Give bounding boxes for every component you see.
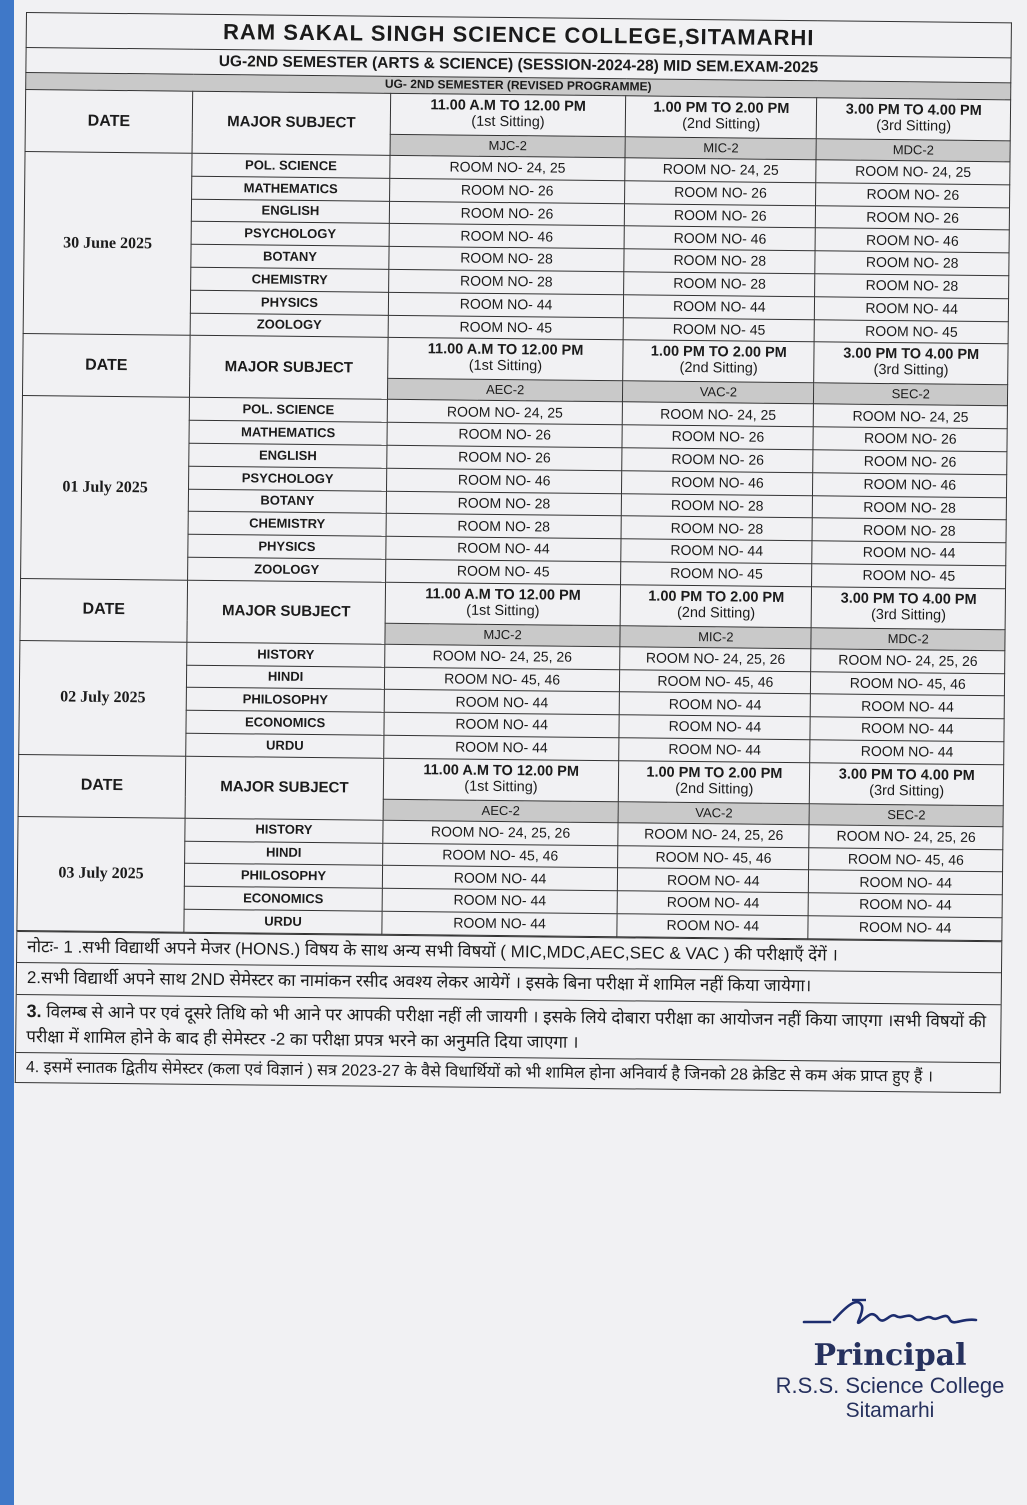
subject-name: PSYCHOLOGY [191, 222, 389, 247]
room-cell: ROOM NO- 46 [386, 468, 621, 493]
subject-name: PHILOSOPHY [184, 864, 382, 889]
room-cell: ROOM NO- 45, 46 [618, 845, 809, 870]
room-cell: ROOM NO- 44 [382, 866, 617, 891]
major-subject-header: MAJOR SUBJECT [190, 336, 389, 400]
subject-name: HISTORY [187, 642, 385, 667]
subject-name: ECONOMICS [184, 886, 382, 911]
room-cell: ROOM NO- 44 [812, 541, 1006, 566]
room-cell: ROOM NO- 26 [390, 178, 625, 203]
room-cell: ROOM NO- 45, 46 [620, 669, 811, 694]
room-cell: ROOM NO- 28 [621, 516, 812, 541]
room-cell: ROOM NO- 28 [815, 274, 1009, 299]
sitting-3-time: 3.00 PM TO 4.00 PM [843, 346, 980, 364]
exam-date: 02 July 2025 [19, 640, 187, 756]
revised-programme-banner: UG- 2ND SEMESTER (REVISED PROGRAMME) [26, 73, 1011, 100]
subject-name: POL. SCIENCE [189, 398, 387, 423]
paper-code: MDC-2 [816, 139, 1010, 162]
room-cell: ROOM NO- 26 [387, 422, 622, 447]
paper-code: VAC-2 [618, 801, 809, 824]
exam-schedule-table [16, 12, 1012, 941]
room-cell: ROOM NO- 44 [382, 888, 617, 913]
room-cell: ROOM NO- 44 [617, 914, 808, 939]
paper-code: MIC-2 [620, 626, 811, 649]
principal-title: Principal [813, 1338, 967, 1373]
room-cell: ROOM NO- 28 [386, 514, 621, 539]
room-cell: ROOM NO- 45 [812, 564, 1006, 589]
exam-notice [15, 12, 1012, 1094]
sitting-3-time: 3.00 PM TO 4.00 PM [840, 590, 977, 608]
room-cell: ROOM NO- 45 [623, 317, 814, 342]
room-cell: ROOM NO- 44 [621, 539, 812, 564]
paper-code: MJC-2 [385, 623, 620, 646]
sitting-1-label: (1st Sitting) [471, 113, 545, 131]
subject-name: ZOOLOGY [188, 557, 386, 582]
room-cell: ROOM NO- 24, 25, 26 [383, 820, 618, 845]
subject-name: POL. SCIENCE [192, 153, 390, 178]
sitting-2-header [620, 585, 812, 628]
sitting-1-header [385, 582, 621, 625]
room-cell: ROOM NO- 26 [813, 427, 1007, 452]
room-cell: ROOM NO- 28 [624, 272, 815, 297]
subject-name: CHEMISTRY [191, 267, 389, 292]
sitting-2-header [625, 96, 817, 139]
sitting-1-time: 11.00 A.M TO 12.00 PM [425, 586, 581, 604]
subject-name: MATHEMATICS [192, 176, 390, 201]
room-cell: ROOM NO- 24, 25 [816, 160, 1010, 185]
room-cell: ROOM NO- 28 [389, 269, 624, 294]
room-cell: ROOM NO- 46 [389, 224, 624, 249]
room-cell: ROOM NO- 26 [622, 425, 813, 450]
sitting-3-label: (3rd Sitting) [873, 362, 949, 380]
room-cell: ROOM NO- 24, 25 [390, 155, 625, 180]
room-cell: ROOM NO- 44 [384, 712, 619, 737]
subject-name: ECONOMICS [186, 710, 384, 735]
sitting-1-label: (1st Sitting) [466, 602, 540, 620]
room-cell: ROOM NO- 26 [816, 205, 1010, 230]
sitting-3-header [810, 762, 1004, 805]
room-cell: ROOM NO- 26 [625, 181, 816, 206]
subject-name: ENGLISH [189, 443, 387, 468]
major-subject-header: MAJOR SUBJECT [185, 756, 384, 820]
room-cell: ROOM NO- 28 [812, 518, 1006, 543]
subject-name: MATHEMATICS [189, 420, 387, 445]
sitting-2-label: (2nd Sitting) [676, 604, 756, 622]
exam-date: 03 July 2025 [17, 816, 185, 932]
sitting-2-time: 1.00 PM TO 2.00 PM [653, 99, 790, 118]
room-cell: ROOM NO- 24, 25 [814, 404, 1008, 429]
sitting-1-label: (1st Sitting) [464, 778, 538, 796]
sitting-2-header [618, 760, 810, 803]
room-cell: ROOM NO- 26 [625, 203, 816, 228]
date-header: DATE [18, 754, 186, 818]
subject-name: PHYSICS [190, 290, 388, 315]
room-cell: ROOM NO- 26 [622, 448, 813, 473]
room-cell: ROOM NO- 28 [386, 491, 621, 516]
paper-code: SEC-2 [814, 383, 1008, 406]
room-cell: ROOM NO- 28 [624, 249, 815, 274]
room-cell: ROOM NO- 28 [621, 493, 812, 518]
room-cell: ROOM NO- 44 [810, 740, 1004, 765]
room-cell: ROOM NO- 26 [389, 201, 624, 226]
room-cell: ROOM NO- 45, 46 [811, 671, 1005, 696]
paper-code: MJC-2 [390, 134, 625, 157]
sitting-3-label: (3rd Sitting) [876, 117, 952, 135]
room-cell: ROOM NO- 44 [618, 868, 809, 893]
note-1: नोटः- 1 .सभी विद्यार्थी अपने मेजर (HONS.) विषय के साथ अन्य सभी विषयों ( MIC,MDC,AEC,SEC & VAC ) की परीक्षाएँ देंगें । [17, 931, 1001, 973]
note-3-text: विलम्ब से आने पर एवं दूसरे तिथि को भी आने पर आपकी परीक्षा नहीं ली जायगी । इसके लिये दोबारा परीक्षा का आयोजन नहीं किया जाएगा ।सभी विषयों की परीक्षा में शामिल होने के बाद ही सेमेस्टर -2 का परीक्षा प्रपत्र भरने का अनुमति दिया जाएगा । [26, 1002, 987, 1052]
room-cell: ROOM NO- 28 [813, 495, 1007, 520]
paper-code: VAC-2 [623, 381, 814, 404]
sitting-1-label: (1st Sitting) [468, 358, 543, 375]
room-cell: ROOM NO- 44 [617, 891, 808, 916]
notes-section [15, 931, 1003, 1094]
paper-code: SEC-2 [810, 803, 1004, 826]
note-3-number: 3. [26, 1001, 42, 1022]
room-cell: ROOM NO- 24, 25, 26 [618, 822, 809, 847]
subject-name: ZOOLOGY [190, 313, 388, 338]
subject-name: BOTANY [188, 489, 386, 514]
sitting-2-label: (2nd Sitting) [682, 115, 761, 133]
subject-name: BOTANY [191, 244, 389, 269]
sitting-3-time: 3.00 PM TO 4.00 PM [845, 101, 982, 120]
subject-name: PSYCHOLOGY [189, 466, 387, 491]
sitting-3-time: 3.00 PM TO 4.00 PM [838, 766, 975, 784]
room-cell: ROOM NO- 44 [619, 692, 810, 717]
room-cell: ROOM NO- 45 [815, 319, 1009, 344]
subject-name: ENGLISH [191, 199, 389, 224]
handwritten-signature [760, 1292, 1020, 1338]
room-cell: ROOM NO- 46 [622, 471, 813, 496]
room-cell: ROOM NO- 24, 25, 26 [809, 824, 1003, 849]
signature-place: Sitamarhi [845, 1399, 935, 1422]
room-cell: ROOM NO- 24, 25, 26 [385, 644, 620, 669]
date-header: DATE [20, 578, 188, 642]
room-cell: ROOM NO- 44 [815, 297, 1009, 322]
note-2: 2.सभी विद्यार्थी अपने साथ 2ND सेमेस्टर का नामांकन रसीद अवश्य लेकर आयेगें । इसके बिना परीक्षा में शामिल नहीं किया जायेगा। [17, 962, 1001, 1004]
sitting-3-header [817, 98, 1011, 141]
college-name: RAM SAKAL SINGH SCIENCE COLLEGE,SITAMARHI [26, 13, 1011, 58]
room-cell: ROOM NO- 44 [808, 916, 1002, 941]
subject-name: PHILOSOPHY [186, 688, 384, 713]
signature-college: R.S.S. Science College [775, 1373, 1005, 1398]
room-cell: ROOM NO- 24, 25 [387, 400, 622, 425]
paper-code: MDC-2 [811, 628, 1005, 651]
room-cell: ROOM NO- 44 [388, 292, 623, 317]
sitting-1-time: 11.00 A.M TO 12.00 PM [430, 97, 586, 115]
subject-name: PHYSICS [188, 534, 386, 559]
subject-name: CHEMISTRY [188, 512, 386, 537]
exam-subtitle: UG-2ND SEMESTER (ARTS & SCIENCE) (SESSION-2024-28) MID SEM.EXAM-2025 [26, 48, 1011, 83]
subject-name: HINDI [187, 665, 385, 690]
room-cell: ROOM NO- 46 [813, 473, 1007, 498]
major-subject-header: MAJOR SUBJECT [187, 580, 386, 644]
sitting-3-label: (3rd Sitting) [869, 782, 945, 800]
room-cell: ROOM NO- 26 [387, 445, 622, 470]
sitting-3-label: (3rd Sitting) [870, 606, 947, 624]
room-cell: ROOM NO- 45 [388, 315, 623, 340]
room-cell: ROOM NO- 26 [813, 450, 1007, 475]
room-cell: ROOM NO- 28 [815, 251, 1009, 276]
note-4: 4. इसमें स्नातक द्वितीय सेमेस्टर (कला एवं विज्ञानं ) सत्र 2023-27 के वैसे विधार्थियों को भी शामिल होना अनिवार्य है जिनको 28 क्रेडिट से कम अंक प्राप्त हुए हैं । [16, 1052, 1000, 1092]
room-cell: ROOM NO- 46 [816, 228, 1010, 253]
room-cell: ROOM NO- 44 [809, 893, 1003, 918]
room-cell: ROOM NO- 44 [811, 694, 1005, 719]
room-cell: ROOM NO- 24, 25, 26 [811, 649, 1005, 674]
room-cell: ROOM NO- 24, 25, 26 [620, 647, 811, 672]
signature-scribble [800, 1292, 980, 1336]
sitting-2-time: 1.00 PM TO 2.00 PM [650, 343, 787, 362]
room-cell: ROOM NO- 26 [816, 183, 1010, 208]
room-cell: ROOM NO- 44 [386, 536, 621, 561]
exam-date: 30 June 2025 [23, 151, 192, 335]
room-cell: ROOM NO- 44 [382, 911, 617, 936]
room-cell: ROOM NO- 44 [619, 738, 810, 763]
note-3 [16, 994, 1001, 1063]
room-cell: ROOM NO- 45 [621, 562, 812, 587]
room-cell: ROOM NO- 24, 25 [625, 158, 816, 183]
major-subject-header: MAJOR SUBJECT [192, 91, 391, 155]
subject-name: URDU [184, 909, 382, 934]
room-cell: ROOM NO- 45 [386, 559, 621, 584]
sitting-2-label: (2nd Sitting) [679, 360, 758, 378]
date-header: DATE [22, 334, 190, 398]
date-header: DATE [25, 90, 193, 154]
room-cell: ROOM NO- 44 [624, 295, 815, 320]
subject-name: HINDI [185, 841, 383, 866]
room-cell: ROOM NO- 45, 46 [384, 667, 619, 692]
sitting-3-header [812, 587, 1006, 630]
paper-code: MIC-2 [625, 137, 816, 160]
room-cell: ROOM NO- 45, 46 [809, 847, 1003, 872]
sitting-2-time: 1.00 PM TO 2.00 PM [646, 764, 783, 782]
blue-folder-edge [0, 0, 14, 1505]
sitting-2-time: 1.00 PM TO 2.00 PM [648, 588, 785, 606]
room-cell: ROOM NO- 45, 46 [383, 843, 618, 868]
principal-signature-block [760, 1292, 1020, 1423]
exam-date: 01 July 2025 [21, 396, 190, 580]
subject-name: URDU [186, 733, 384, 758]
room-cell: ROOM NO- 44 [384, 735, 619, 760]
sitting-1-header [388, 338, 624, 381]
room-cell: ROOM NO- 46 [624, 226, 815, 251]
sitting-1-time: 11.00 A.M TO 12.00 PM [423, 762, 580, 780]
paper-code: AEC-2 [387, 379, 622, 402]
room-cell: ROOM NO- 44 [810, 717, 1004, 742]
room-cell: ROOM NO- 28 [389, 247, 624, 272]
sitting-2-header [623, 340, 815, 383]
room-cell: ROOM NO- 44 [809, 870, 1003, 895]
sitting-2-label: (2nd Sitting) [675, 780, 754, 798]
sitting-1-time: 11.00 A.M TO 12.00 PM [427, 341, 584, 360]
room-cell: ROOM NO- 24, 25 [622, 402, 813, 427]
sitting-1-header [390, 93, 626, 136]
room-cell: ROOM NO- 44 [619, 715, 810, 740]
subject-name: HISTORY [185, 818, 383, 843]
room-cell: ROOM NO- 44 [384, 690, 619, 715]
sitting-1-header [383, 758, 619, 801]
paper-code: AEC-2 [383, 799, 618, 822]
sitting-3-header [814, 342, 1008, 385]
